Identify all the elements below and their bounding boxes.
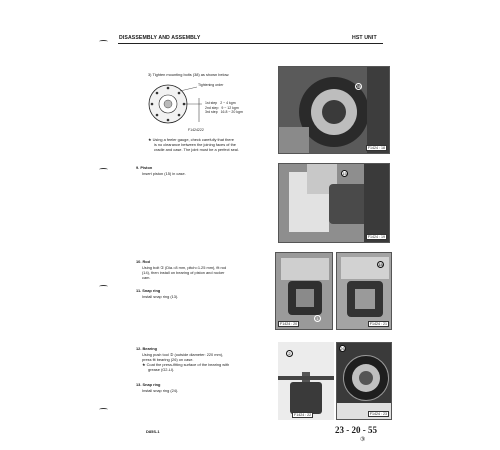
body-line: (14), then install on bearing of piston and rocker: [142, 270, 225, 275]
callout-number: 2: [286, 350, 293, 357]
page-number: 23 - 20 - 55: [335, 425, 377, 435]
step10-title: 10. Rod: [136, 259, 151, 264]
step10-body: [142, 265, 226, 280]
section-title: DISASSEMBLY AND ASSEMBLY: [119, 35, 201, 41]
photo-code: F1424 : 18: [367, 146, 385, 150]
binder-punch-mark: [99, 40, 108, 43]
step3-note: [148, 137, 239, 152]
photo-code: F1424 : 20: [280, 322, 298, 326]
header-rule: [118, 43, 383, 44]
photo-code: F1424 : 23: [369, 412, 387, 416]
unit-title: HST UNIT: [352, 35, 377, 41]
body-line: Using push tool ② (outside diameter: 220 mm),: [142, 352, 224, 357]
note-line: ★ Using a feeler gauge, check carefully that there: [148, 137, 234, 142]
callout-number: 15: [342, 171, 347, 176]
step12-title: 12. Bearing: [136, 346, 157, 351]
photo-insert-piston: [278, 163, 390, 243]
step11-title: 11. Snap ring: [136, 288, 161, 293]
step13-title: 13. Snap ring: [136, 382, 161, 387]
photo-mounting-bolts: [278, 66, 390, 154]
body-line: press fit bearing (26) on case.: [142, 357, 194, 362]
diagram-label: Tightening order: [198, 83, 224, 87]
page-revision: ③: [360, 437, 366, 443]
body-line: cam.: [142, 275, 151, 280]
step11-text: Install snap ring (13).: [142, 294, 179, 299]
photo-bearing-snap-ring: [336, 342, 392, 420]
note-line: is no clearance between the joining faces of the: [154, 142, 236, 147]
photo-push-tool: [278, 342, 334, 420]
photo-code: F1424 : 19: [367, 235, 385, 239]
note-line: ★ Coat the press-fitting surface of the bearing with: [142, 362, 230, 367]
note-line: grease (G2-LI).: [148, 367, 175, 372]
step3-text: 3) Tighten mounting bolts (38) as shown below.: [148, 72, 230, 77]
callout-number: 1: [314, 315, 321, 322]
binder-punch-mark: [99, 168, 108, 171]
photo-rod-install: [275, 252, 333, 330]
bullet-icon: ★: [142, 362, 146, 367]
photo-code: F1424 : 22: [294, 413, 312, 417]
step12-body: [142, 352, 229, 372]
binder-punch-mark: [99, 285, 108, 288]
binder-punch-mark: [99, 408, 108, 411]
note-line: cradle and case. The joint must be a perfect seal.: [154, 147, 239, 152]
callout-number: 38: [356, 84, 361, 89]
photo-code: F1424 : 21: [369, 322, 387, 326]
torque-row: 3rd step 16.8 ~ 20 kgm: [205, 110, 243, 115]
torque-row: 1st step 2 ~ 4 kgm: [205, 101, 236, 105]
step13-text: Install snap ring (24).: [142, 388, 179, 393]
model-code: D85S-1: [146, 429, 160, 434]
bullet-icon: ★: [148, 137, 152, 142]
figure-code: F1424222: [188, 128, 204, 132]
callout-number: 14: [378, 262, 383, 267]
photo-snap-ring: [336, 252, 392, 330]
step9-text: Insert piston (15) in case.: [142, 171, 186, 176]
torque-row: 2nd step 9 ~ 12 kgm: [205, 105, 239, 110]
step9-title: 9. Piston: [136, 165, 153, 170]
body-line: Using bolt ① (Dia.=8 mm, pitch=1.25 mm), fit rod: [142, 265, 227, 270]
callout-number: 26: [340, 346, 345, 351]
torque-table: [205, 101, 243, 115]
